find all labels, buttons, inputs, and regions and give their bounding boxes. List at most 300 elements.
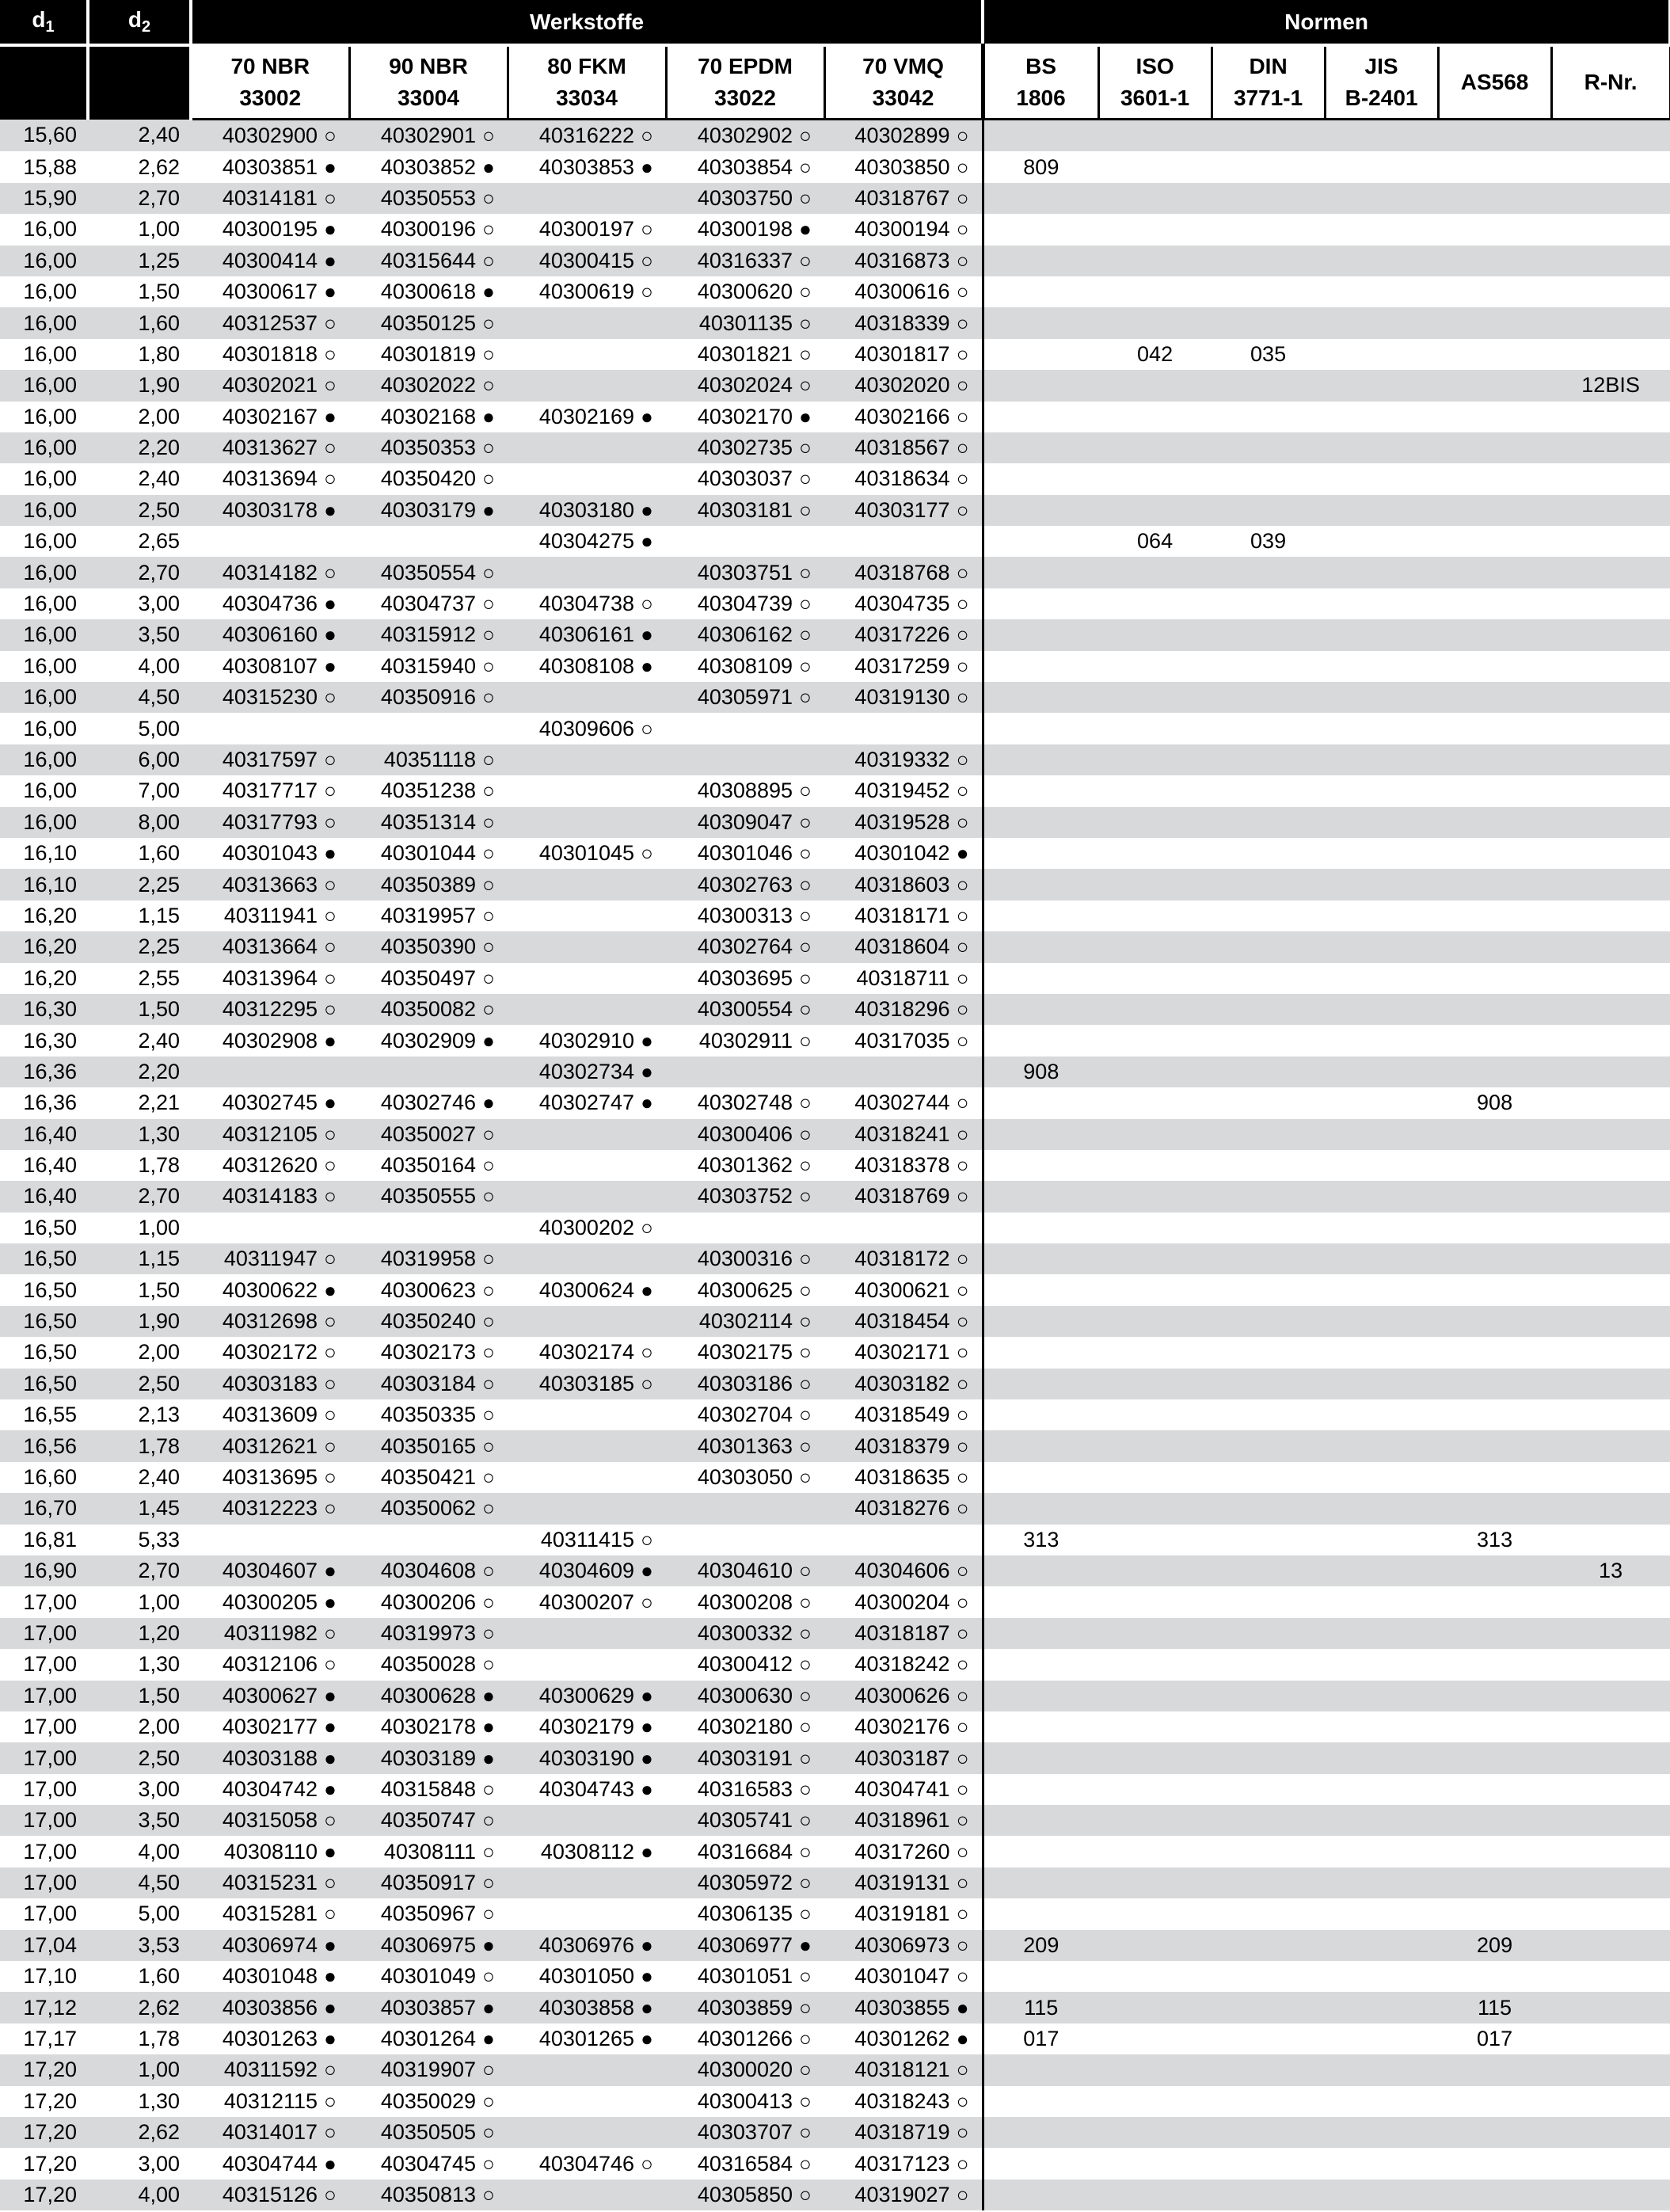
stock-open-icon: ○ xyxy=(956,872,969,897)
cell-d2: 2,00 xyxy=(88,402,191,432)
stock-open-icon: ○ xyxy=(799,1871,812,1895)
cell-article-number xyxy=(508,1618,666,1649)
cell-d2: 4,00 xyxy=(88,2180,191,2210)
cell-article-number xyxy=(508,1150,666,1181)
article-number: 40350353 xyxy=(380,436,476,460)
cell-standard xyxy=(1098,1181,1212,1212)
article-number: 40303695 xyxy=(697,965,793,990)
article-number: 40350505 xyxy=(380,2120,476,2145)
cell-article-number xyxy=(508,214,666,245)
article-number: 40302911 xyxy=(698,1028,793,1053)
stock-filled-icon: ● xyxy=(482,1932,495,1957)
table-row xyxy=(0,1213,1670,1243)
article-number: 40316337 xyxy=(697,248,793,272)
cell-article-number xyxy=(824,1181,983,1212)
article-number: 40350240 xyxy=(380,1309,476,1334)
cell-article-number xyxy=(508,1681,666,1711)
cell-article-number xyxy=(666,1618,824,1649)
article-number: 40303857 xyxy=(380,1995,476,2020)
stock-open-icon: ○ xyxy=(482,965,495,990)
cell-article-number xyxy=(824,1930,983,1961)
article-number: 40350389 xyxy=(380,872,476,897)
cell-standard xyxy=(1438,2148,1551,2179)
stock-open-icon: ○ xyxy=(956,217,969,242)
stock-open-icon: ○ xyxy=(799,1902,812,1926)
article-number: 40318635 xyxy=(854,1464,950,1489)
article-number: 40317035 xyxy=(854,1028,950,1053)
article-number: 40319958 xyxy=(380,1247,476,1271)
article-number: 40311592 xyxy=(223,2058,318,2082)
article-number: 40304738 xyxy=(538,592,634,616)
cell-article-number xyxy=(349,994,508,1025)
cell-d2: 1,80 xyxy=(88,339,191,370)
table-row xyxy=(0,588,1670,619)
stock-filled-icon: ● xyxy=(641,1559,653,1583)
cell-article-number xyxy=(666,432,824,463)
article-number: 40300196 xyxy=(380,217,476,242)
article-number: 40314182 xyxy=(222,560,318,584)
stock-open-icon: ○ xyxy=(324,779,337,803)
cell-article-number xyxy=(349,744,508,775)
cell-article-number xyxy=(508,744,666,775)
cell-article-number xyxy=(666,339,824,370)
cell-standard xyxy=(1438,2054,1551,2085)
cell-standard xyxy=(1212,276,1325,307)
cell-article-number xyxy=(824,1369,983,1399)
cell-article-number xyxy=(508,1181,666,1212)
article-number: 40303188 xyxy=(222,1746,318,1770)
article-number: 40304609 xyxy=(538,1559,634,1583)
cell-standard xyxy=(1098,963,1212,994)
article-number: 40302179 xyxy=(538,1715,634,1739)
cell-d2: 2,21 xyxy=(88,1087,191,1118)
stock-filled-icon: ● xyxy=(324,2027,337,2051)
cell-standard xyxy=(1325,495,1438,526)
stock-open-icon: ○ xyxy=(799,1433,812,1458)
cell-article-number xyxy=(191,557,349,588)
cell-d1: 17,00 xyxy=(0,1867,88,1898)
cell-standard xyxy=(1212,1337,1325,1368)
cell-article-number xyxy=(349,246,508,276)
article-number: 40301044 xyxy=(380,841,476,866)
stock-filled-icon: ● xyxy=(324,1028,337,1053)
cell-article-number xyxy=(824,994,983,1025)
article-number: 40304739 xyxy=(697,592,793,616)
cell-d2: 1,30 xyxy=(88,1119,191,1150)
article-number: 40304737 xyxy=(380,592,476,616)
cell-standard xyxy=(1438,900,1551,931)
stock-open-icon: ○ xyxy=(799,310,812,335)
cell-standard xyxy=(1098,1462,1212,1493)
stock-open-icon: ○ xyxy=(799,1652,812,1677)
cell-standard xyxy=(1212,1025,1325,1056)
article-number: 40302172 xyxy=(222,1340,318,1365)
stock-filled-icon: ● xyxy=(482,2027,495,2051)
article-number: 40318768 xyxy=(854,560,950,584)
cell-d2: 1,50 xyxy=(88,1274,191,1305)
table-row xyxy=(0,1399,1670,1430)
cell-standard xyxy=(1551,682,1670,713)
cell-article-number xyxy=(349,1181,508,1212)
cell-standard xyxy=(1212,1992,1325,2023)
cell-standard xyxy=(1438,246,1551,276)
cell-d2: 2,50 xyxy=(88,495,191,526)
cell-standard xyxy=(1098,1150,1212,1181)
stock-open-icon: ○ xyxy=(324,1309,337,1334)
stock-open-icon: ○ xyxy=(799,592,812,616)
table-row xyxy=(0,2148,1670,2179)
cell-d2: 4,00 xyxy=(88,1836,191,1867)
cell-standard xyxy=(1098,1711,1212,1742)
cell-standard xyxy=(1438,651,1551,682)
stock-open-icon: ○ xyxy=(956,1590,969,1614)
cell-standard xyxy=(983,1119,1098,1150)
cell-d1: 17,00 xyxy=(0,1774,88,1805)
cell-standard xyxy=(1438,1681,1551,1711)
cell-standard xyxy=(1325,1369,1438,1399)
stock-open-icon: ○ xyxy=(799,841,812,866)
stock-filled-icon: ● xyxy=(324,1839,337,1864)
stock-filled-icon: ● xyxy=(324,1715,337,1739)
cell-standard xyxy=(1551,1025,1670,1056)
cell-article-number xyxy=(666,246,824,276)
table-row xyxy=(0,963,1670,994)
cell-standard xyxy=(1438,1586,1551,1617)
cell-standard xyxy=(1212,463,1325,494)
cell-article-number xyxy=(191,1493,349,1524)
cell-standard: 13 xyxy=(1551,1555,1670,1586)
cell-d1: 16,00 xyxy=(0,307,88,338)
cell-d2: 1,50 xyxy=(88,276,191,307)
cell-article-number xyxy=(508,1306,666,1337)
cell-standard xyxy=(1325,1462,1438,1493)
stock-open-icon: ○ xyxy=(956,1496,969,1521)
stock-open-icon: ○ xyxy=(799,1464,812,1489)
stock-open-icon: ○ xyxy=(482,748,495,771)
cell-standard xyxy=(1551,557,1670,588)
cell-standard xyxy=(1212,1399,1325,1430)
article-number: 40302174 xyxy=(538,1340,634,1365)
cell-article-number xyxy=(349,1742,508,1773)
cell-standard xyxy=(1325,775,1438,806)
stock-filled-icon: ● xyxy=(799,1932,812,1957)
stock-open-icon: ○ xyxy=(956,748,969,771)
cell-article-number xyxy=(349,588,508,619)
article-number: 40303187 xyxy=(854,1746,950,1770)
stock-open-icon: ○ xyxy=(641,124,653,148)
article-number: 40315058 xyxy=(222,1808,318,1833)
cell-standard xyxy=(983,1430,1098,1461)
cell-article-number xyxy=(666,994,824,1025)
cell-standard xyxy=(1098,1119,1212,1150)
article-number: 40302748 xyxy=(697,1091,793,1115)
cell-standard: 039 xyxy=(1212,526,1325,557)
cell-article-number xyxy=(666,307,824,338)
cell-standard xyxy=(1551,1618,1670,1649)
cell-standard xyxy=(1551,1961,1670,1992)
cell-standard: 115 xyxy=(983,1992,1098,2023)
cell-article-number xyxy=(666,1430,824,1461)
cell-standard xyxy=(1438,463,1551,494)
stock-open-icon: ○ xyxy=(641,280,653,304)
stock-open-icon: ○ xyxy=(799,685,812,710)
cell-article-number xyxy=(824,1555,983,1586)
cell-article-number xyxy=(349,1430,508,1461)
cell-d1: 16,50 xyxy=(0,1337,88,1368)
cell-d1: 17,20 xyxy=(0,2054,88,2085)
cell-article-number xyxy=(349,1462,508,1493)
cell-standard xyxy=(1325,183,1438,214)
cell-standard xyxy=(1212,120,1325,152)
col-d1-header: $d_1$ xyxy=(0,0,88,45)
cell-article-number xyxy=(191,1243,349,1274)
article-number: 40303852 xyxy=(380,154,476,179)
cell-d1: 16,50 xyxy=(0,1369,88,1399)
stock-open-icon: ○ xyxy=(482,1371,495,1395)
article-number: 40300623 xyxy=(380,1277,476,1302)
cell-standard xyxy=(983,713,1098,744)
cell-standard xyxy=(1098,619,1212,650)
cell-d2: 4,50 xyxy=(88,1867,191,1898)
cell-article-number xyxy=(508,1525,666,1555)
cell-standard xyxy=(1438,2180,1551,2210)
stock-open-icon: ○ xyxy=(482,1121,495,1146)
stock-filled-icon: ● xyxy=(324,2151,337,2176)
article-number: 40317793 xyxy=(222,809,318,834)
stock-open-icon: ○ xyxy=(482,1652,495,1677)
cell-standard xyxy=(1438,1025,1551,1056)
cell-article-number xyxy=(349,2024,508,2054)
cell-article-number xyxy=(508,963,666,994)
stock-open-icon: ○ xyxy=(482,185,495,210)
cell-standard xyxy=(1551,1930,1670,1961)
cell-article-number xyxy=(666,931,824,962)
article-number: 40312106 xyxy=(222,1652,318,1677)
cell-article-number xyxy=(666,526,824,557)
cell-standard xyxy=(1438,1742,1551,1773)
table-row xyxy=(0,495,1670,526)
cell-d1: 16,00 xyxy=(0,276,88,307)
cell-standard xyxy=(1551,1337,1670,1368)
cell-standard xyxy=(983,339,1098,370)
standard-header: DIN 3771-1 xyxy=(1212,45,1325,120)
article-number: 40306135 xyxy=(697,1902,793,1926)
article-number: 40303179 xyxy=(380,497,476,522)
cell-standard xyxy=(1438,1462,1551,1493)
cell-d1: 16,36 xyxy=(0,1057,88,1087)
cell-article-number xyxy=(191,1867,349,1898)
cell-d1: 16,00 xyxy=(0,402,88,432)
article-number: 40301046 xyxy=(697,841,793,866)
cell-article-number xyxy=(824,2086,983,2117)
cell-standard xyxy=(1438,1898,1551,1929)
stock-open-icon: ○ xyxy=(956,685,969,710)
cell-d1: 17,00 xyxy=(0,1836,88,1867)
article-number: 40300620 xyxy=(697,280,793,304)
article-number: 40300629 xyxy=(538,1683,634,1708)
table-row xyxy=(0,2086,1670,2117)
article-number: 40308107 xyxy=(222,653,318,678)
cell-standard xyxy=(983,1213,1098,1243)
stock-open-icon: ○ xyxy=(956,997,969,1022)
stock-filled-icon: ● xyxy=(641,2027,653,2051)
cell-standard xyxy=(1551,1119,1670,1150)
cell-standard xyxy=(1325,1399,1438,1430)
cell-article-number xyxy=(191,931,349,962)
cell-standard xyxy=(1325,526,1438,557)
cell-standard xyxy=(1438,370,1551,401)
cell-standard xyxy=(1212,1711,1325,1742)
cell-article-number xyxy=(666,1836,824,1867)
standard-header: JIS B-2401 xyxy=(1325,45,1438,120)
cell-article-number xyxy=(191,744,349,775)
cell-d1: 16,00 xyxy=(0,214,88,245)
cell-standard xyxy=(1438,1150,1551,1181)
cell-article-number xyxy=(508,1462,666,1493)
stock-filled-icon: ● xyxy=(799,217,812,242)
article-number: 40303184 xyxy=(380,1371,476,1395)
cell-article-number xyxy=(508,1805,666,1836)
cell-article-number xyxy=(191,495,349,526)
werkstoffe-header: Werkstoffe xyxy=(191,0,983,45)
article-number: 40300618 xyxy=(380,280,476,304)
cell-standard xyxy=(1212,432,1325,463)
cell-standard xyxy=(1212,1649,1325,1680)
cell-standard xyxy=(1098,1836,1212,1867)
table-row xyxy=(0,931,1670,962)
cell-standard: 042 xyxy=(1098,339,1212,370)
cell-d2: 4,50 xyxy=(88,682,191,713)
cell-article-number xyxy=(191,1462,349,1493)
cell-standard xyxy=(1098,1306,1212,1337)
cell-standard xyxy=(1551,1525,1670,1555)
cell-article-number xyxy=(191,2054,349,2085)
stock-open-icon: ○ xyxy=(482,685,495,710)
cell-standard xyxy=(1098,1681,1212,1711)
article-number: 40350813 xyxy=(380,2182,476,2206)
cell-standard xyxy=(1551,963,1670,994)
cell-standard xyxy=(983,1555,1098,1586)
stock-open-icon: ○ xyxy=(324,1620,337,1645)
cell-article-number xyxy=(508,370,666,401)
cell-article-number xyxy=(191,1306,349,1337)
normen-header: Normen xyxy=(983,0,1670,45)
cell-d2: 2,40 xyxy=(88,1462,191,1493)
cell-d2: 2,70 xyxy=(88,183,191,214)
cell-article-number xyxy=(666,1337,824,1368)
cell-article-number xyxy=(666,1961,824,1992)
cell-standard: 209 xyxy=(1438,1930,1551,1961)
stock-open-icon: ○ xyxy=(324,872,337,897)
cell-standard xyxy=(1438,120,1551,152)
cell-standard xyxy=(1551,526,1670,557)
cell-article-number xyxy=(349,619,508,650)
article-number: 40350555 xyxy=(380,1184,476,1209)
cell-d1: 16,30 xyxy=(0,1025,88,1056)
cell-standard xyxy=(1325,370,1438,401)
cell-standard xyxy=(983,744,1098,775)
stock-open-icon: ○ xyxy=(956,1153,969,1178)
cell-article-number xyxy=(666,1649,824,1680)
stock-filled-icon: ● xyxy=(641,404,653,428)
cell-article-number xyxy=(824,807,983,838)
stock-open-icon: ○ xyxy=(956,1776,969,1801)
cell-standard xyxy=(983,1274,1098,1305)
cell-article-number xyxy=(824,120,983,152)
article-number: 40301362 xyxy=(697,1153,793,1178)
cell-article-number xyxy=(824,1774,983,1805)
stock-open-icon: ○ xyxy=(482,466,495,491)
cell-standard xyxy=(1212,1867,1325,1898)
cell-d2: 1,00 xyxy=(88,2054,191,2085)
article-number: 40300195 xyxy=(222,217,318,242)
stock-open-icon: ○ xyxy=(482,217,495,242)
stock-open-icon: ○ xyxy=(482,124,495,148)
stock-open-icon: ○ xyxy=(956,466,969,491)
cell-standard xyxy=(1098,1525,1212,1555)
cell-article-number xyxy=(666,2054,824,2085)
article-number: 40306977 xyxy=(697,1932,793,1957)
article-number: 40313663 xyxy=(222,872,318,897)
article-number: 40302177 xyxy=(222,1715,318,1739)
stock-open-icon: ○ xyxy=(799,1371,812,1395)
article-number: 40311947 xyxy=(223,1247,318,1271)
cell-d2: 2,40 xyxy=(88,463,191,494)
cell-article-number xyxy=(824,495,983,526)
stock-open-icon: ○ xyxy=(641,592,653,616)
article-number: 40302171 xyxy=(854,1340,950,1365)
cell-article-number xyxy=(508,1961,666,1992)
cell-standard xyxy=(1551,775,1670,806)
cell-article-number xyxy=(349,1586,508,1617)
cell-standard xyxy=(1438,339,1551,370)
cell-standard xyxy=(1325,557,1438,588)
stock-open-icon: ○ xyxy=(799,2088,812,2113)
cell-standard xyxy=(1438,931,1551,962)
cell-article-number xyxy=(508,1119,666,1150)
stock-open-icon: ○ xyxy=(641,1590,653,1614)
cell-standard xyxy=(983,432,1098,463)
article-number: 40350554 xyxy=(380,560,476,584)
cell-article-number xyxy=(666,1087,824,1118)
cell-standard xyxy=(1438,557,1551,588)
stock-open-icon: ○ xyxy=(799,1277,812,1302)
article-number: 40304606 xyxy=(854,1559,950,1583)
cell-article-number xyxy=(666,744,824,775)
article-number: 40351238 xyxy=(380,779,476,803)
cell-article-number xyxy=(349,526,508,557)
cell-article-number xyxy=(666,838,824,869)
stock-filled-icon: ● xyxy=(482,1683,495,1708)
cell-standard xyxy=(1325,1337,1438,1368)
article-number: 40318171 xyxy=(854,903,950,927)
table-row xyxy=(0,775,1670,806)
table-row xyxy=(0,2117,1670,2148)
cell-standard xyxy=(1551,1493,1670,1524)
cell-d1: 16,00 xyxy=(0,557,88,588)
cell-article-number xyxy=(824,775,983,806)
cell-standard xyxy=(1098,557,1212,588)
cell-d2: 3,53 xyxy=(88,1930,191,1961)
stock-open-icon: ○ xyxy=(799,1683,812,1708)
cell-standard xyxy=(1551,619,1670,650)
cell-article-number xyxy=(666,2117,824,2148)
article-number: 40317259 xyxy=(854,653,950,678)
cell-standard xyxy=(983,1836,1098,1867)
cell-standard xyxy=(1551,1681,1670,1711)
cell-standard xyxy=(1098,869,1212,900)
article-number: 40306976 xyxy=(538,1932,634,1957)
